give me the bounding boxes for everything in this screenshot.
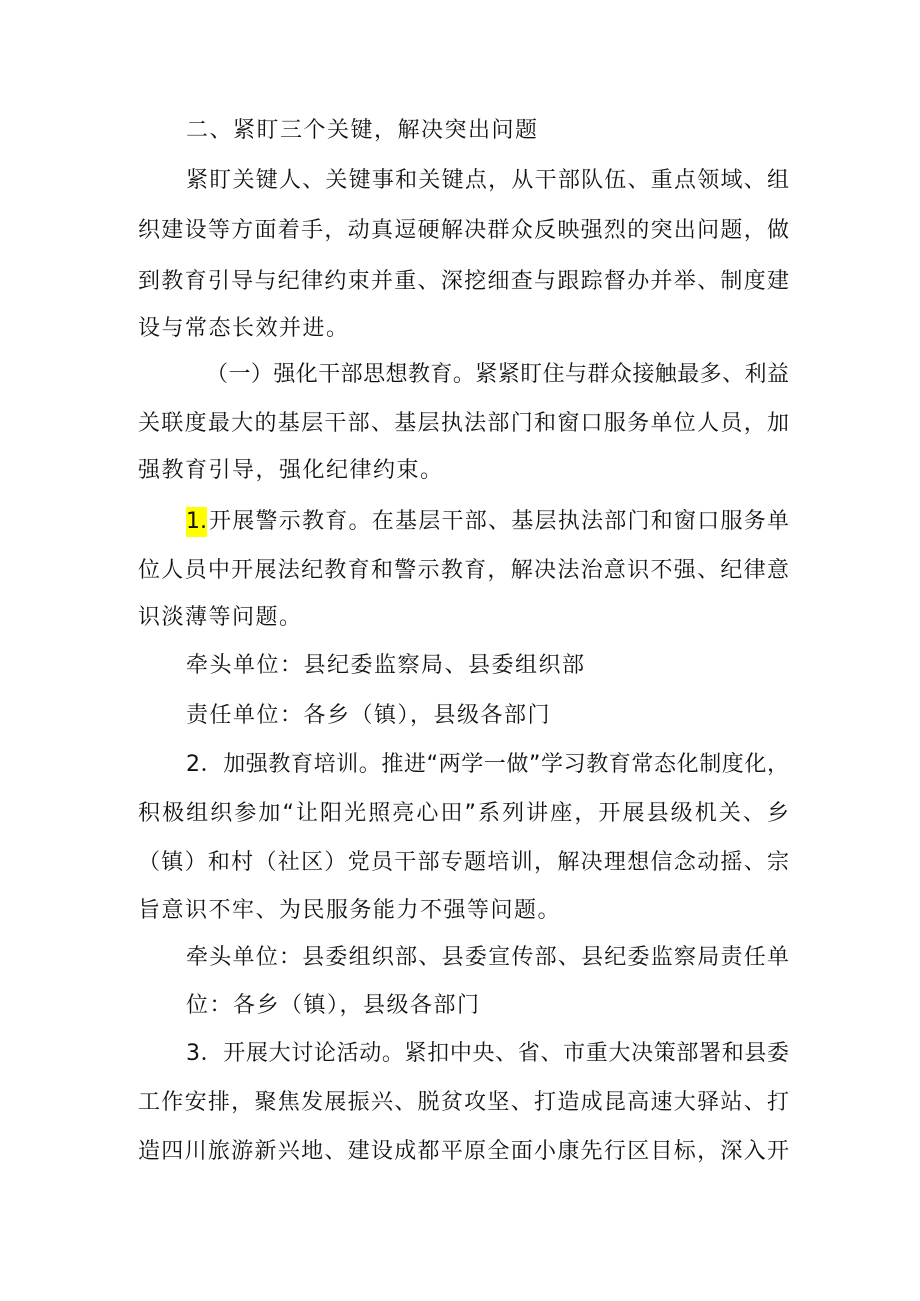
paragraph-line: 强教育引导，强化纪律约束。: [138, 458, 444, 483]
paragraph-line: 旨意识不牢、为民服务能力不强等问题。: [138, 898, 562, 923]
paragraph-line: 工作安排，聚焦发展振兴、脱贫攻坚、打造成昆高速大驿站、打: [138, 1090, 789, 1115]
item-first-line-text: 开展警示教育。在基层干部、基层执法部门和窗口服务单: [209, 509, 789, 534]
subsection-heading-line: （一）强化干部思想教育。紧紧盯住与群众接触最多、利益: [206, 362, 789, 387]
paragraph-line: 设与常态长效并进。: [138, 316, 350, 341]
paragraph-line: （镇）和村（社区）党员干部专题培训，解决理想信念动摇、宗: [138, 850, 789, 875]
responsible-unit-line: 位：各乡（镇），县级各部门: [186, 993, 481, 1018]
paragraph-line: 紧盯关键人、关键事和关键点，从干部队伍、重点领域、组: [186, 168, 789, 193]
responsible-unit-line: 责任单位：各乡（镇），县级各部门: [186, 703, 552, 728]
paragraph-line: 造四川旅游新兴地、建设成都平原全面小康先行区目标，深入开: [138, 1139, 789, 1164]
item-number-highlighted: 1.: [186, 507, 207, 537]
item-first-line: [186, 507, 789, 537]
paragraph-line: 织建设等方面着手，动真逗硬解决群众反映强烈的突出问题，做: [138, 218, 789, 243]
paragraph-line: 到教育引导与纪律约束并重、深挖细查与跟踪督办并举、制度建: [138, 269, 789, 294]
item-line: 3．开展大讨论活动。紧扣中央、省、市重大决策部署和县委: [186, 1041, 789, 1066]
paragraph-line: 关联度最大的基层干部、基层执法部门和窗口服务单位人员，加: [138, 411, 789, 436]
paragraph-line: 位人员中开展法纪教育和警示教育，解决法治意识不强、纪律意: [138, 558, 789, 583]
lead-unit-line: 牵头单位：县委组织部、县委宣传部、县纪委监察局责任单: [186, 945, 789, 970]
paragraph-line: 识淡薄等问题。: [138, 605, 303, 630]
section-heading: 二、紧盯三个关键，解决突出问题: [186, 118, 539, 143]
item-line: 2．加强教育培训。推进“两学一做”学习教育常态化制度化，: [186, 752, 789, 777]
lead-unit-line: 牵头单位：县纪委监察局、县委组织部: [186, 653, 586, 678]
paragraph-line: 积极组织参加“让阳光照亮心田”系列讲座，开展县级机关、乡: [138, 801, 790, 826]
